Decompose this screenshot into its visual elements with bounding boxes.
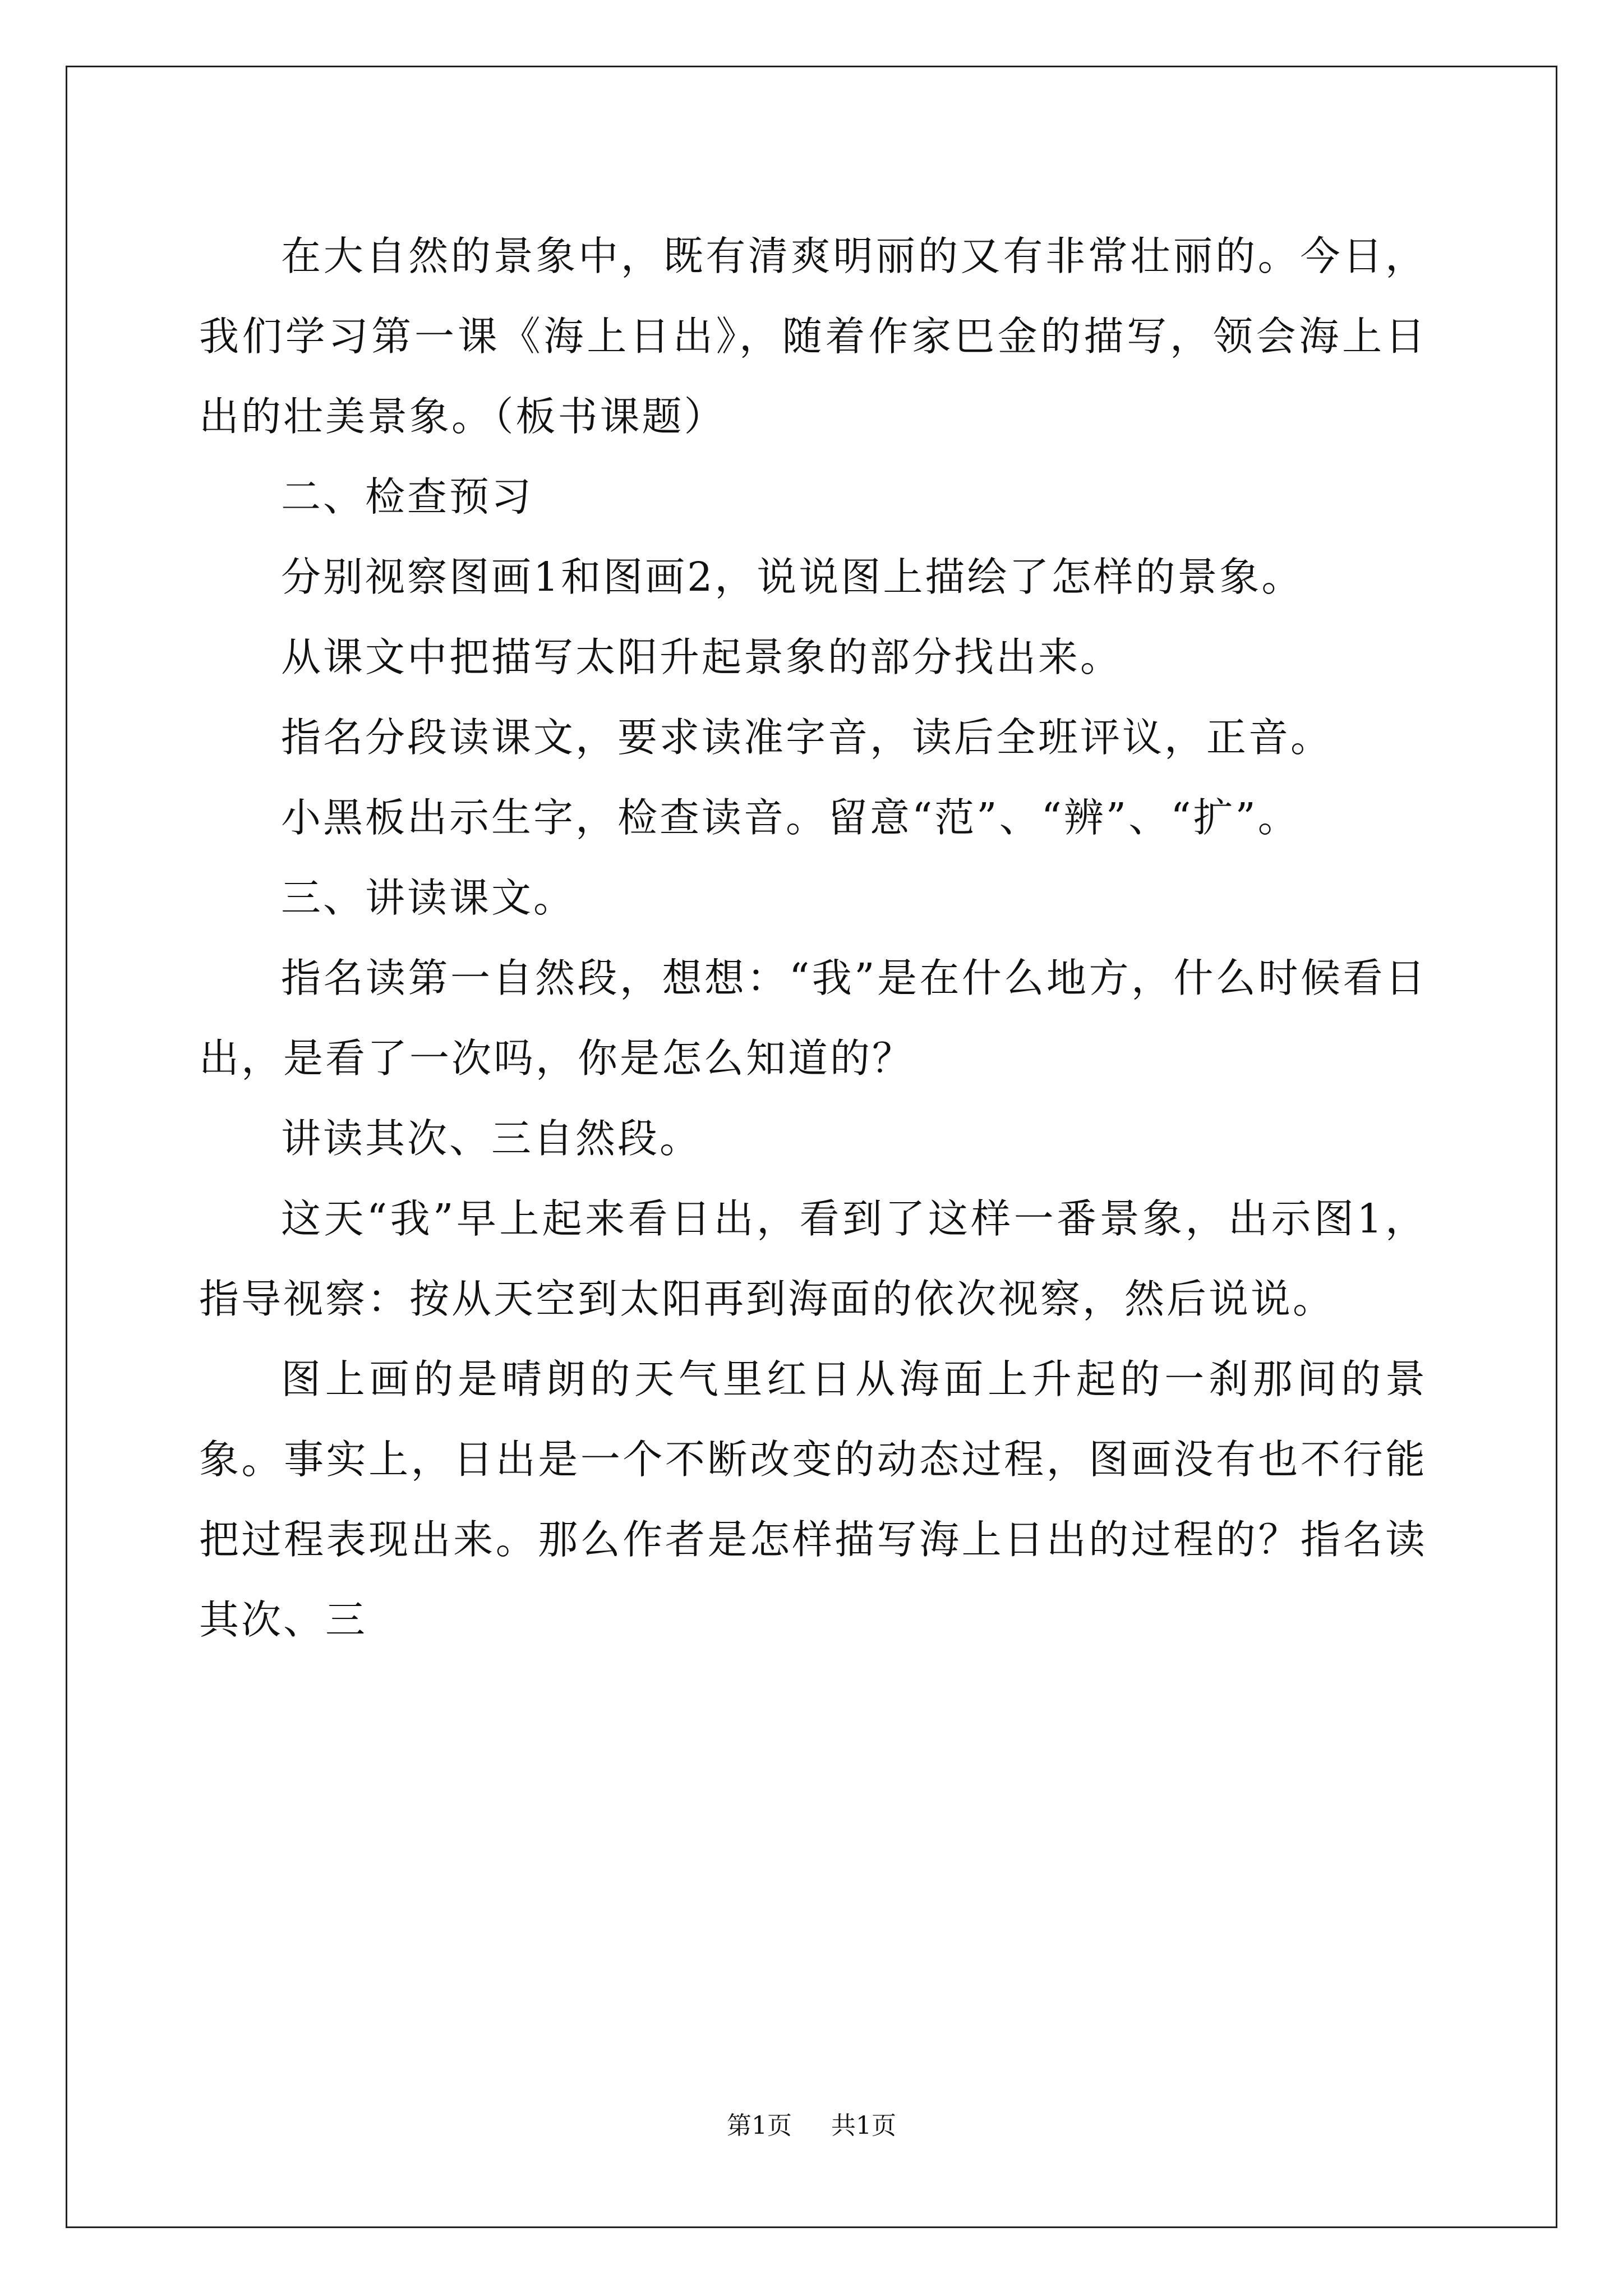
paragraph-picture-description: 图上画的是晴朗的天气里红日从海面上升起的一刹那间的景象。事实上，日出是一个不断改变的动态过程，图画没有也不行能把过程表现出来。那么作者是怎样描写海上日出的过程的？指名读其次、三 [199,1356,1427,1643]
paragraph-new-characters: 小黑板出示生字，检查读音。留意“范”、“辨”、“扩”。 [281,794,1300,841]
paragraph-read-aloud: 指名分段读课文，要求读准字音，读后全班评议，正音。 [281,714,1333,761]
page-number-total: 共1页 [831,2111,896,2140]
paragraph-first-section: 指名读第一自然段，想想：“我”是在什么地方，什么时候看日出，是看了一次吗，你是怎么知道的？ [199,955,1427,1082]
page-number-current: 第1页 [727,2111,792,2140]
paragraph-show-picture: 这天“我”早上起来看日出，看到了这样一番景象，出示图1，指导视察：按从天空到太阳再到海面的依次视察，然后说说。 [199,1195,1427,1322]
page-footer [0,2109,1623,2143]
paragraph-observe-pictures: 分别视察图画1和图画2，说说图上描绘了怎样的景象。 [281,554,1304,600]
heading-read-text: 三、讲读课文。 [281,875,576,921]
paragraph-find-sunrise: 从课文中把描写太阳升起景象的部分找出来。 [281,634,1123,680]
paragraph-intro: 在大自然的景象中，既有清爽明丽的又有非常壮丽的。今日，我们学习第一课《海上日出》，随着作家巴金的描写，领会海上日出的壮美景象。（板书课题） [199,233,1427,440]
heading-check-preview: 二、检查预习 [281,473,534,520]
document-body [199,216,1427,1660]
paragraph-second-third-sections: 讲读其次、三自然段。 [281,1115,702,1162]
